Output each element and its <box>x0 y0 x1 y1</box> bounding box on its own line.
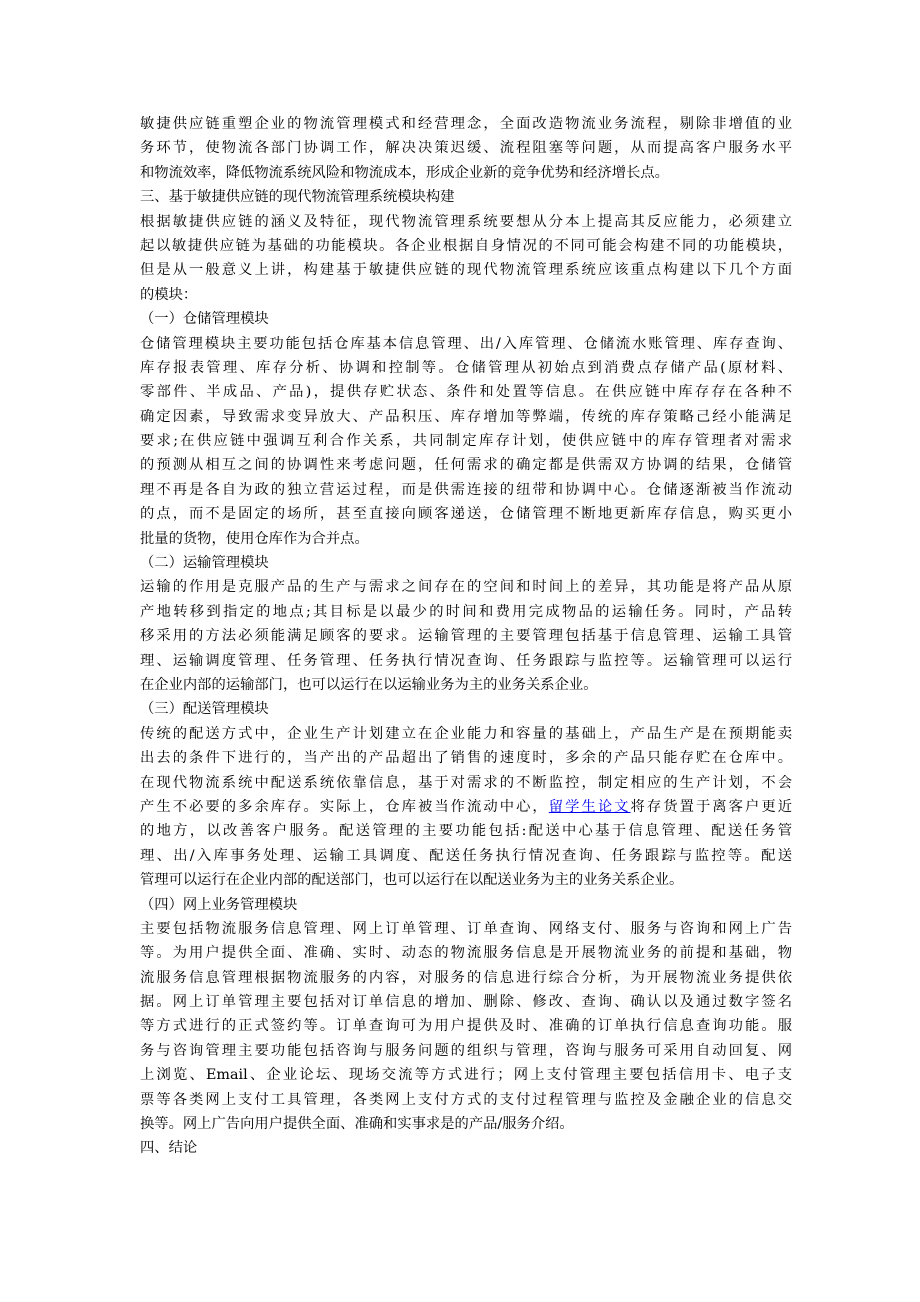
text-line: 传统的配送方式中，企业生产计划建立在企业能力和容量的基础上，产品生产是在预期能卖 <box>140 725 792 742</box>
text-line: （一）仓储管理模块 <box>140 311 269 328</box>
document-body <box>140 112 792 1161</box>
text-line: 零部件、半成品、产品)，提供存贮状态、条件和处置等信息。在供应链中库存存在各种不 <box>140 384 792 401</box>
text-line: 务与咨询管理主要功能包括咨询与服务问题的组织与管理，咨询与服务可采用自动回复、网 <box>140 1042 792 1059</box>
text-line: （四）网上业务管理模块 <box>140 896 298 913</box>
text-line <box>140 795 792 819</box>
text-line: 产地转移到指定的地点;其目标是以最少的时间和费用完成物品的运输任务。同时，产品转 <box>140 603 792 620</box>
text-line: 但是从一般意义上讲，构建基于敏捷供应链的现代物流管理系统应该重点构建以下几个方面 <box>140 262 792 279</box>
text-line: 换等。网上广告向用户提供全面、准确和实事求是的产品/服务介绍。 <box>140 1116 574 1133</box>
text-line: 运输的作用是克服产品的生产与需求之间存在的空间和时间上的差异，其功能是将产品从原 <box>140 579 792 596</box>
text-line: 敏捷供应链重塑企业的物流管理模式和经营理念，全面改造物流业务流程，剔除非增值的业 <box>140 116 792 132</box>
text-line: 的预测从相互之间的协调性来考虑问题，任何需求的确定都是供需双方协调的结果，仓储管 <box>140 457 792 474</box>
text-line: 在企业内部的运输部门，也可以运行在以运输业务为主的业务关系企业。 <box>140 676 598 693</box>
text-line: 四、结论 <box>140 1140 198 1157</box>
text-line: 仓储管理模块主要功能包括仓库基本信息管理、出/入库管理、仓储流水账管理、库存查询、 <box>140 335 792 352</box>
text-line: 在现代物流系统中配送系统依靠信息，基于对需求的不断监控，制定相应的生产计划，不会 <box>140 774 792 791</box>
inline-link[interactable]: 留学生论文 <box>548 798 631 815</box>
text-line: 的模块： <box>140 286 198 303</box>
text-line: 移采用的方法必须能满足顾客的要求。运输管理的主要管理包括基于信息管理、运输工具管 <box>140 628 792 645</box>
text-line: 出去的条件下进行的，当产出的产品超出了销售的速度时，多余的产品只能存贮在仓库中。 <box>140 750 792 767</box>
line-text-before-link: 产生不必要的多余库存。实际上，仓库被当作流动中心， <box>140 798 549 815</box>
text-line: 理不再是各自为政的独立营运过程，而是供需连接的纽带和协调中心。仓储逐渐被当作流动 <box>140 481 792 498</box>
text-line: 据。网上订单管理主要包括对订单信息的增加、删除、修改、查询、确认以及通过数字签名 <box>140 994 792 1011</box>
text-line: 库存报表管理、库存分析、协调和控制等。仓储管理从初始点到消费点存储产品(原材料、 <box>140 359 792 376</box>
text-line: 票等各类网上支付工具管理，各类网上支付方式的支付过程管理与监控及金融企业的信息交 <box>140 1091 792 1108</box>
text-line: 等方式进行的正式签约等。订单查询可为用户提供及时、准确的订单执行信息查询功能。服 <box>140 1018 792 1035</box>
text-line: （二）运输管理模块 <box>140 555 269 572</box>
text-line: 三、基于敏捷供应链的现代物流管理系统模块构建 <box>140 189 455 206</box>
text-line: 的地方，以改善客户服务。配送管理的主要功能包括:配送中心基于信息管理、配送任务管 <box>140 823 792 840</box>
text-line: 的点，而不是固定的场所，甚至直接向顾客递送，仓储管理不断地更新库存信息，购买更小 <box>140 506 792 523</box>
text-line: 上浏览、Email、企业论坛、现场交流等方式进行；网上支付管理主要包括信用卡、电子支 <box>140 1067 792 1084</box>
text-line: 主要包括物流服务信息管理、网上订单管理、订单查询、网络支付、服务与咨询和网上广告 <box>140 920 792 937</box>
text-line: 务环节，使物流各部门协调工作，解决决策迟缓、流程阻塞等问题，从而提高客户服务水平 <box>140 140 792 157</box>
text-line: （三）配送管理模块 <box>140 701 269 718</box>
text-line: 和物流效率，降低物流系统风险和物流成本，形成企业新的竞争优势和经济增长点。 <box>140 164 669 181</box>
text-line: 理、出/入库事务处理、运输工具调度、配送任务执行情况查询、任务跟踪与监控等。配送 <box>140 847 792 864</box>
text-line: 等。为用户提供全面、准确、实时、动态的物流服务信息是开展物流业务的前提和基础，物 <box>140 945 792 962</box>
text-line: 批量的货物，使用仓库作为合并点。 <box>140 530 369 547</box>
text-line: 流服务信息管理根据物流服务的内容，对服务的信息进行综合分析，为开展物流业务提供依 <box>140 969 792 986</box>
text-line: 理、运输调度管理、任务管理、任务执行情况查询、任务跟踪与监控等。运输管理可以运行 <box>140 652 792 669</box>
text-line: 管理可以运行在企业内部的配送部门，也可以运行在以配送业务为主的业务关系企业。 <box>140 872 684 889</box>
text-line: 根据敏捷供应链的涵义及特征，现代物流管理系统要想从分本上提高其反应能力，必须建立 <box>140 213 792 230</box>
text-line: 确定因素，导致需求变异放大、产品积压、库存增加等弊端，传统的库存策略己经小能满足 <box>140 408 792 425</box>
text-line: 起以敏捷供应链为基础的功能模块。各企业根据自身情况的不同可能会构建不同的功能模块， <box>140 237 792 254</box>
line-text-after-link: 将存货置于离客户更近 <box>630 798 793 815</box>
text-line: 要求;在供应链中强调互利合作关系，共同制定库存计划，使供应链中的库存管理者对需求 <box>140 433 792 450</box>
